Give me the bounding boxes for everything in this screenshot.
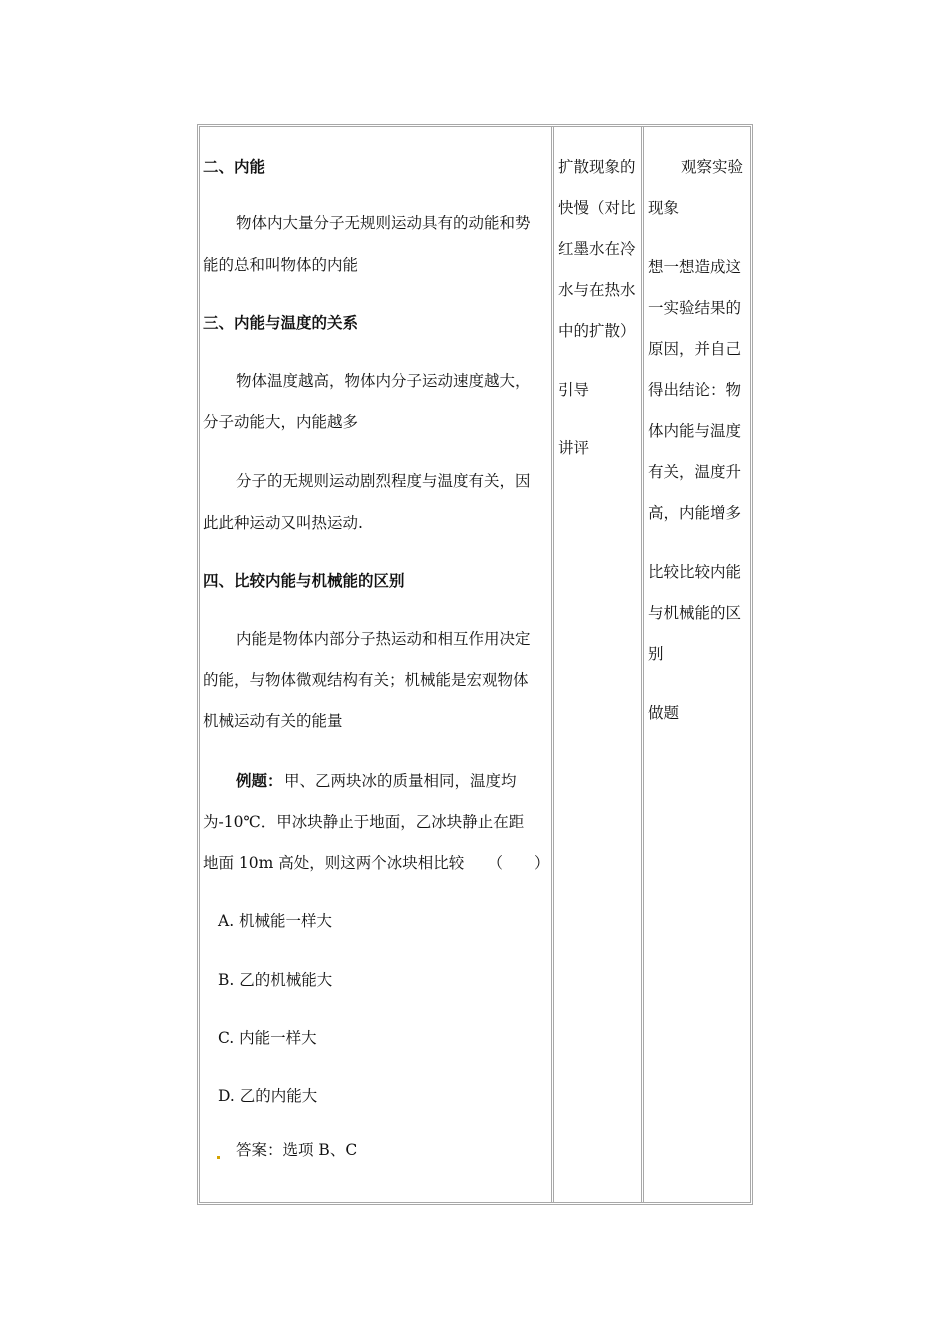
teacher-line: 快慢（对比 bbox=[558, 199, 636, 217]
content-column bbox=[200, 127, 554, 1202]
student-line: 高，内能增多 bbox=[648, 504, 742, 522]
paragraph-line: 分子动能大，内能越多 bbox=[203, 413, 359, 431]
teacher-line: 水与在热水 bbox=[558, 281, 636, 299]
example-line: 甲、乙两块冰的质量相同，温度均 bbox=[284, 772, 517, 790]
student-line: 比较比较内能 bbox=[648, 563, 742, 581]
option-d: D. 乙的内能大 bbox=[218, 1087, 318, 1105]
student-line: 得出结论：物 bbox=[648, 381, 742, 399]
paragraph-line: 分子的无规则运动剧烈程度与温度有关，因 bbox=[236, 472, 531, 490]
marker-dot bbox=[217, 1156, 220, 1159]
answer-line: 答案：选项 B、C bbox=[236, 1141, 358, 1159]
heading-compare-energy: 四、比较内能与机械能的区别 bbox=[203, 571, 405, 590]
teacher-line: 讲评 bbox=[558, 439, 590, 457]
student-line: 有关，温度升 bbox=[648, 463, 742, 481]
teacher-line: 红墨水在冷 bbox=[558, 240, 636, 258]
student-line: 观察实验 bbox=[681, 158, 744, 176]
student-line: 一实验结果的 bbox=[648, 299, 742, 317]
paragraph-line: 内能是物体内部分子热运动和相互作用决定 bbox=[236, 630, 531, 648]
student-line: 做题 bbox=[648, 704, 680, 722]
student-line: 与机械能的区 bbox=[648, 604, 742, 622]
heading-internal-energy: 二、内能 bbox=[203, 157, 266, 176]
student-line: 想一想造成这 bbox=[648, 258, 742, 276]
teacher-line: 中的扩散） bbox=[558, 322, 636, 340]
teacher-line: 引导 bbox=[558, 381, 590, 399]
option-a: A. 机械能一样大 bbox=[218, 912, 333, 930]
teacher-activity-column bbox=[557, 127, 644, 1202]
student-line: 原因，并自己 bbox=[648, 340, 742, 358]
example-line: 地面 10m 高处，则这两个冰块相比较 （ ） bbox=[203, 854, 550, 872]
paragraph-line: 机械运动有关的能量 bbox=[203, 712, 343, 730]
lesson-table bbox=[197, 124, 753, 1205]
paragraph-line: 能的总和叫物体的内能 bbox=[203, 256, 359, 274]
student-activity-column bbox=[647, 127, 750, 1202]
option-b: B. 乙的机械能大 bbox=[218, 971, 333, 989]
student-line: 别 bbox=[648, 645, 664, 663]
example-label: 例题： bbox=[236, 771, 283, 790]
teacher-line: 扩散现象的 bbox=[558, 158, 636, 176]
student-line: 体内能与温度 bbox=[648, 422, 742, 440]
paragraph-line: 物体内大量分子无规则运动具有的动能和势 bbox=[236, 214, 531, 232]
heading-energy-temperature: 三、内能与温度的关系 bbox=[203, 313, 359, 332]
paragraph-line: 此此种运动又叫热运动. bbox=[203, 514, 363, 532]
paragraph-line: 物体温度越高，物体内分子运动速度越大， bbox=[236, 372, 531, 390]
option-c: C. 内能一样大 bbox=[218, 1029, 317, 1047]
student-line: 现象 bbox=[648, 199, 680, 217]
example-line: 为-10℃．甲冰块静止于地面，乙冰块静止在距 bbox=[203, 813, 525, 831]
paragraph-line: 的能，与物体微观结构有关；机械能是宏观物体 bbox=[203, 671, 529, 689]
